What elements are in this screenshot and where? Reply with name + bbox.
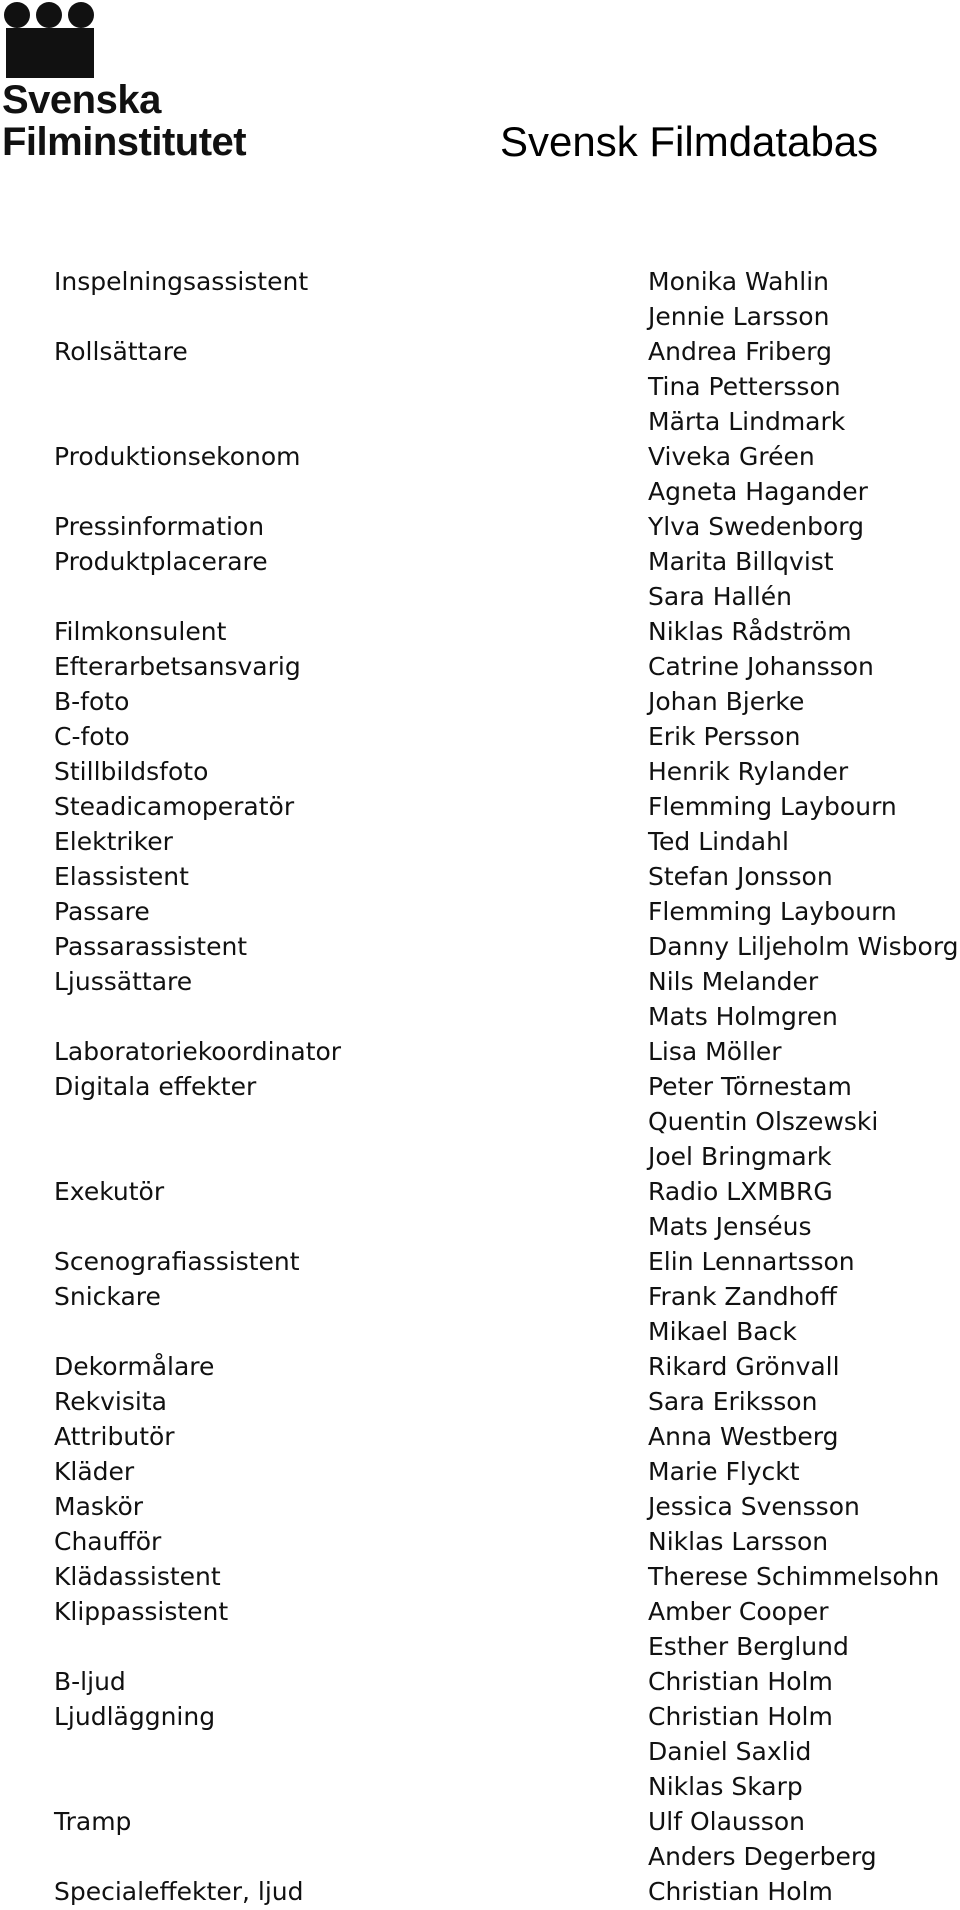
credit-role: Klädassistent [54, 1562, 221, 1591]
credit-role: Laboratoriekoordinator [54, 1037, 342, 1066]
credit-name: Niklas Skarp [648, 1772, 803, 1801]
credit-row [0, 1769, 960, 1804]
credit-name: Sara Hallén [648, 582, 792, 611]
credit-name: Ulf Olausson [648, 1807, 805, 1836]
credit-row [0, 614, 960, 649]
credit-name: Andrea Friberg [648, 337, 832, 366]
credit-role: Filmkonsulent [54, 617, 227, 646]
credit-role: Ljussättare [54, 967, 193, 996]
credit-name: Stefan Jonsson [648, 862, 833, 891]
credit-role: Elektriker [54, 827, 173, 856]
logo [0, 0, 270, 164]
credit-role: Klippassistent [54, 1597, 229, 1626]
credit-row [0, 1559, 960, 1594]
credit-role: Dekormålare [54, 1352, 215, 1381]
credit-name: Ted Lindahl [648, 827, 789, 856]
credit-row [0, 579, 960, 614]
credit-name: Niklas Larsson [648, 1527, 829, 1556]
credit-row [0, 1489, 960, 1524]
credit-row [0, 1174, 960, 1209]
credit-name: Agneta Hagander [648, 477, 868, 506]
credit-name: Tina Pettersson [648, 372, 841, 401]
credit-row [0, 1384, 960, 1419]
credit-name: Viveka Gréen [648, 442, 815, 471]
credit-row [0, 684, 960, 719]
credit-row [0, 404, 960, 439]
credit-name: Mats Holmgren [648, 1002, 838, 1031]
credit-row [0, 1699, 960, 1734]
credit-name: Marita Billqvist [648, 547, 834, 576]
credit-row [0, 1034, 960, 1069]
credit-name: Peter Törnestam [648, 1072, 852, 1101]
credit-role: Rollsättare [54, 337, 188, 366]
credit-row [0, 474, 960, 509]
logo-dot [68, 2, 94, 28]
credit-role: Elassistent [54, 862, 189, 891]
credit-name: Rikard Grönvall [648, 1352, 840, 1381]
credit-name: Christian Holm [648, 1667, 833, 1696]
credit-row [0, 929, 960, 964]
logo-dot [4, 2, 30, 28]
credit-row [0, 1244, 960, 1279]
credit-name: Elin Lennartsson [648, 1247, 855, 1276]
credit-name: Nils Melander [648, 967, 819, 996]
credit-row [0, 299, 960, 334]
credit-role: Specialeffekter, ljud [54, 1877, 304, 1906]
credit-role: B-foto [54, 687, 130, 716]
credit-row [0, 1804, 960, 1839]
credit-name: Erik Persson [648, 722, 801, 751]
credit-name: Sara Eriksson [648, 1387, 818, 1416]
credit-row [0, 264, 960, 299]
credit-name: Ylva Swedenborg [648, 512, 864, 541]
credit-role: Chaufför [54, 1527, 162, 1556]
credit-row [0, 754, 960, 789]
credit-row [0, 999, 960, 1034]
credit-row [0, 369, 960, 404]
credit-role: Attributör [54, 1422, 175, 1451]
logo-text-line2: Filminstitutet [2, 120, 247, 164]
credit-row [0, 649, 960, 684]
credit-name: Märta Lindmark [648, 407, 846, 436]
credit-role: Pressinformation [54, 512, 265, 541]
credit-name: Jessica Svensson [648, 1492, 860, 1521]
credit-name: Johan Bjerke [648, 687, 805, 716]
credit-row [0, 1839, 960, 1874]
credit-role: B-ljud [54, 1667, 126, 1696]
credit-role: Stillbildsfoto [54, 757, 209, 786]
credit-row [0, 1209, 960, 1244]
credit-name: Catrine Johansson [648, 652, 874, 681]
credit-role: Produktionsekonom [54, 442, 301, 471]
credit-row [0, 1279, 960, 1314]
credit-name: Mikael Back [648, 1317, 797, 1346]
credit-name: Quentin Olszewski [648, 1107, 879, 1136]
credit-name: Amber Cooper [648, 1597, 829, 1626]
credit-name: Therese Schimmelsohn [648, 1562, 940, 1591]
credit-name: Anna Westberg [648, 1422, 839, 1451]
credit-name: Henrik Rylander [648, 757, 849, 786]
credit-row [0, 544, 960, 579]
credit-name: Lisa Möller [648, 1037, 782, 1066]
credit-row [0, 1874, 960, 1909]
credit-role: Ljudläggning [54, 1702, 216, 1731]
credit-role: Passarassistent [54, 932, 248, 961]
credit-role: Produktplacerare [54, 547, 268, 576]
credit-row [0, 824, 960, 859]
credit-name: Joel Bringmark [648, 1142, 832, 1171]
credit-name: Jennie Larsson [648, 302, 830, 331]
credit-row [0, 509, 960, 544]
logo-dot [36, 2, 62, 28]
credit-role: Snickare [54, 1282, 161, 1311]
credit-name: Flemming Laybourn [648, 897, 897, 926]
credit-row [0, 1349, 960, 1384]
credit-name: Christian Holm [648, 1702, 833, 1731]
credit-row [0, 334, 960, 369]
credit-row [0, 719, 960, 754]
credit-role: C-foto [54, 722, 130, 751]
credit-row [0, 1594, 960, 1629]
credit-name: Niklas Rådström [648, 617, 852, 646]
credit-row [0, 1524, 960, 1559]
credit-name: Anders Degerberg [648, 1842, 877, 1871]
credit-role: Kläder [54, 1457, 135, 1486]
credit-role: Scenografiassistent [54, 1247, 300, 1276]
credit-name: Mats Jenséus [648, 1212, 812, 1241]
credit-role: Maskör [54, 1492, 144, 1521]
site-title: Svensk Filmdatabas [500, 118, 879, 165]
credit-name: Monika Wahlin [648, 267, 829, 296]
credit-row [0, 1454, 960, 1489]
credit-row [0, 1664, 960, 1699]
credit-row [0, 1734, 960, 1769]
credit-row [0, 1314, 960, 1349]
credit-row [0, 964, 960, 999]
credit-name: Christian Holm [648, 1877, 833, 1906]
credit-role: Tramp [54, 1807, 132, 1836]
credit-role: Exekutör [54, 1177, 165, 1206]
logo-block [6, 28, 94, 78]
credit-role: Rekvisita [54, 1387, 167, 1416]
credit-name: Daniel Saxlid [648, 1737, 812, 1766]
credit-row [0, 789, 960, 824]
credit-name: Flemming Laybourn [648, 792, 897, 821]
credit-name: Marie Flyckt [648, 1457, 800, 1486]
credit-row [0, 1069, 960, 1104]
credit-row [0, 1139, 960, 1174]
credit-role: Efterarbetsansvarig [54, 652, 301, 681]
credits-list [0, 264, 960, 1909]
credit-row [0, 1104, 960, 1139]
credit-name: Frank Zandhoff [648, 1282, 837, 1311]
credit-name: Danny Liljeholm Wisborg [648, 932, 959, 961]
credit-role: Steadicamoperatör [54, 792, 295, 821]
logo-dots [4, 2, 96, 30]
credit-row [0, 1629, 960, 1664]
credit-role: Digitala effekter [54, 1072, 257, 1101]
credit-role: Passare [54, 897, 150, 926]
credit-role: Inspelningsassistent [54, 267, 309, 296]
credit-row [0, 1419, 960, 1454]
credit-row [0, 894, 960, 929]
credit-row [0, 439, 960, 474]
credit-row [0, 859, 960, 894]
credit-name: Esther Berglund [648, 1632, 849, 1661]
credit-name: Radio LXMBRG [648, 1177, 833, 1206]
logo-text-line1: Svenska [2, 78, 161, 122]
